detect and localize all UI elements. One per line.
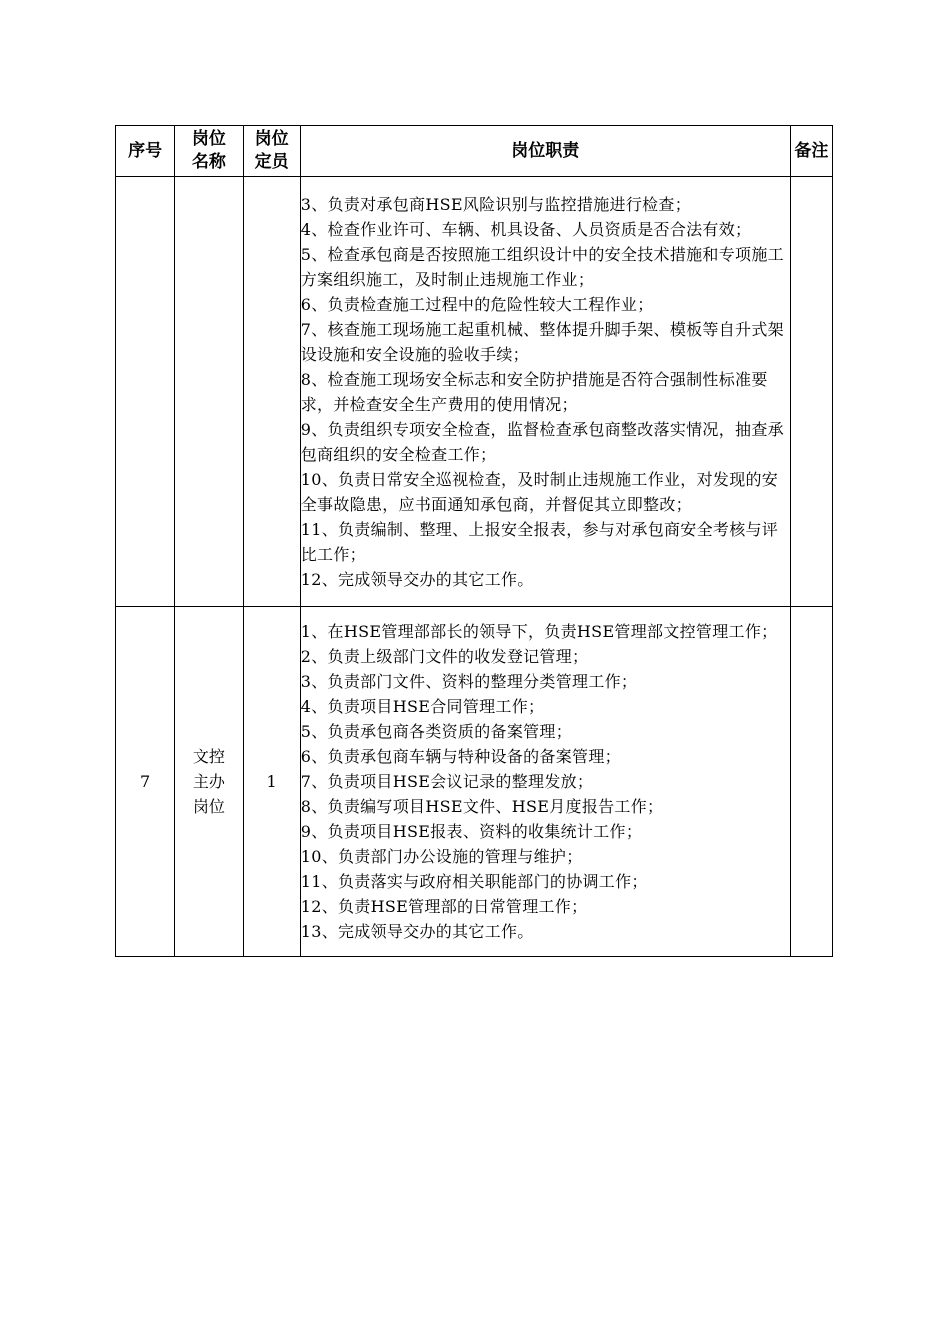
duty-item: 6、负责检查施工过程中的危险性较大工程作业； (300, 294, 654, 314)
duty-item: 9、负责组织专项安全检查，监督检查承包商整改落实情况，抽查承包商组织的安全检查工作； (300, 419, 784, 464)
duty-item: 9、负责项目HSE报表、资料的收集统计工作； (300, 822, 643, 841)
duty-item: 6、负责承包商车辆与特种设备的备案管理； (300, 747, 621, 766)
header-seq: 序号 (116, 126, 175, 177)
table-row (116, 607, 833, 957)
seq-cell: 7 (116, 607, 175, 957)
header-name-text: 岗位名称 (191, 129, 226, 172)
name-cell (175, 607, 243, 957)
duty-item: 7、负责项目HSE会议记录的整理发放； (300, 772, 594, 791)
note-cell (790, 607, 832, 957)
duty-list (301, 619, 790, 944)
duty-item: 8、负责编写项目HSE文件、HSE月度报告工作； (300, 797, 664, 816)
job-duty-table (115, 125, 833, 957)
duty-item: 1、在HSE管理部部长的领导下，负责HSE管理部文控管理工作； (300, 622, 778, 641)
header-duty: 岗位职责 (300, 126, 790, 177)
duty-list (301, 192, 790, 592)
header-note: 备注 (790, 126, 832, 177)
note-cell (790, 177, 832, 607)
duty-cell (300, 177, 790, 607)
name-cell (175, 177, 243, 607)
duty-item: 10、负责部门办公设施的管理与维护； (300, 847, 583, 866)
count-cell: 1 (243, 607, 300, 957)
table-header-row (116, 126, 833, 177)
duty-item: 7、核查施工现场施工起重机械、整体提升脚手架、模板等自升式架设设施和安全设施的验收手续； (300, 319, 784, 364)
duty-item: 5、检查承包商是否按照施工组织设计中的安全技术措施和专项施工方案组织施工，及时制止违规施工作业； (300, 244, 784, 289)
duty-item: 12、负责HSE管理部的日常管理工作； (300, 897, 588, 916)
duty-cell (300, 607, 790, 957)
duty-item: 13、完成领导交办的其它工作。 (300, 922, 534, 941)
header-name (175, 126, 243, 177)
duty-item: 3、负责对承包商HSE风险识别与监控措施进行检查； (300, 194, 692, 214)
count-cell (243, 177, 300, 607)
duty-item: 11、负责编制、整理、上报安全报表，参与对承包商安全考核与评比工作； (300, 519, 779, 564)
duty-item: 8、检查施工现场安全标志和安全防护措施是否符合强制性标准要求，并检查安全生产费用的使用情况； (300, 369, 768, 414)
table-row (116, 177, 833, 607)
position-name: 文控主办岗位 (192, 747, 225, 816)
duty-item: 11、负责落实与政府相关职能部门的协调工作； (300, 872, 648, 891)
duty-item: 12、完成领导交办的其它工作。 (300, 569, 534, 589)
duty-item: 4、检查作业许可、车辆、机具设备、人员资质是否合法有效； (300, 219, 752, 239)
duty-item: 3、负责部门文件、资料的整理分类管理工作； (300, 672, 638, 691)
duty-item: 2、负责上级部门文件的收发登记管理； (300, 647, 589, 666)
header-count-text: 岗位定员 (254, 129, 289, 172)
header-count (243, 126, 300, 177)
duty-item: 10、负责日常安全巡视检查，及时制止违规施工作业，对发现的安全事故隐患，应书面通知承包商，并督促其立即整改； (300, 469, 779, 514)
duty-item: 5、负责承包商各类资质的备案管理； (300, 722, 573, 741)
seq-cell (116, 177, 175, 607)
duty-item: 4、负责项目HSE合同管理工作； (300, 697, 545, 716)
